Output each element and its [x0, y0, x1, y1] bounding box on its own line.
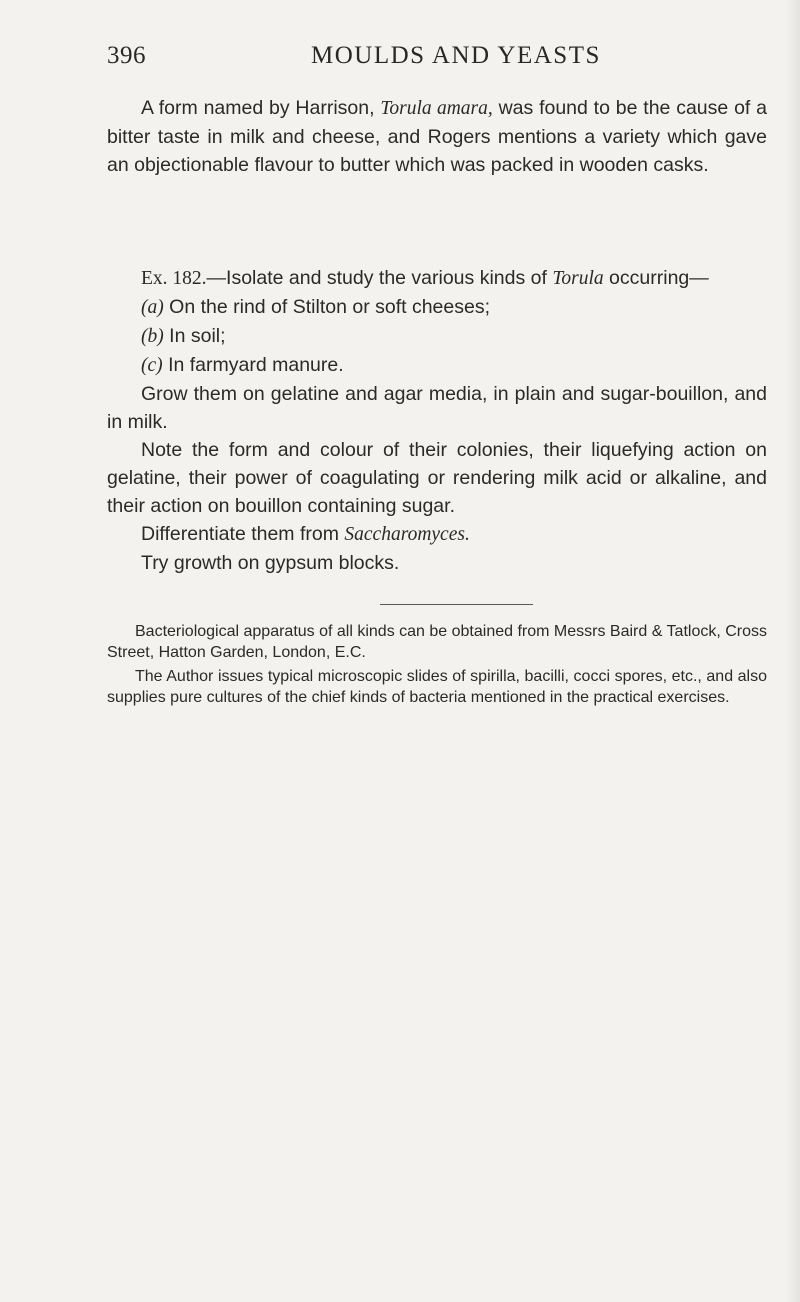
exercise-block — [107, 264, 767, 577]
item-text: In soil; — [163, 325, 226, 347]
exercise-intro-end: occurring— — [603, 267, 709, 289]
list-item — [107, 293, 767, 322]
intro-paragraph-text — [107, 94, 767, 179]
exercise-intro — [107, 264, 767, 293]
page-edge-shadow — [786, 0, 800, 1302]
intro-paragraph — [107, 94, 767, 179]
species-name: Torula amara, — [380, 98, 493, 119]
exercise-number: Ex. 182. — [141, 268, 207, 289]
item-text: On the rind of Stilton or soft cheeses; — [163, 296, 491, 318]
item-label: (b) — [141, 326, 164, 347]
instruction-try: Try growth on gypsum blocks. — [141, 552, 400, 574]
item-label: (c) — [141, 355, 163, 376]
footnotes — [107, 622, 767, 712]
intro-text-part1: A form named by Harrison, — [141, 97, 381, 119]
footnote-apparatus: Bacteriological apparatus of all kinds can be obtained from Messrs Baird & Tatlock, Cross Street, Hatton Garden, London, E.C. — [107, 623, 768, 661]
instruction-note: Note the form and colour of their colonies, their liquefying action on gelatine, their power of coagulating or rendering milk acid or alkaline, and their action on bouillon containing sugar. — [107, 439, 767, 517]
intro-text-part2: was found to be the cause of a bitter taste in milk and cheese, and Rogers mentions a variety which gave an objectionable flavour to butter which was packed in wooden casks. — [107, 97, 767, 176]
section-divider — [380, 604, 533, 605]
running-title: MOULDS AND YEASTS — [311, 42, 601, 69]
instruction-differentiate — [107, 520, 767, 549]
exercise-genus: Torula — [552, 268, 604, 289]
page-number: 396 — [107, 42, 146, 69]
item-label: (a) — [141, 297, 164, 318]
instruction-grow: Grow them on gelatine and agar media, in plain and sugar-bouillon, and in milk. — [107, 383, 767, 433]
footnote-author-slides: The Author issues typical microscopic slides of spirilla, bacilli, cocci spores, etc., and also supplies pure cultures of the chief kinds of bacteria mentioned in the practical exercises. — [107, 668, 767, 706]
exercise-intro-text: —Isolate and study the various kinds of — [206, 267, 553, 289]
instruction-diff-genus: Saccharomyces. — [344, 524, 470, 545]
instruction-diff-text: Differentiate them from — [141, 523, 345, 545]
list-item — [107, 322, 767, 351]
page-header — [107, 42, 627, 82]
item-text: In farmyard manure. — [162, 354, 344, 376]
list-item — [107, 351, 767, 380]
